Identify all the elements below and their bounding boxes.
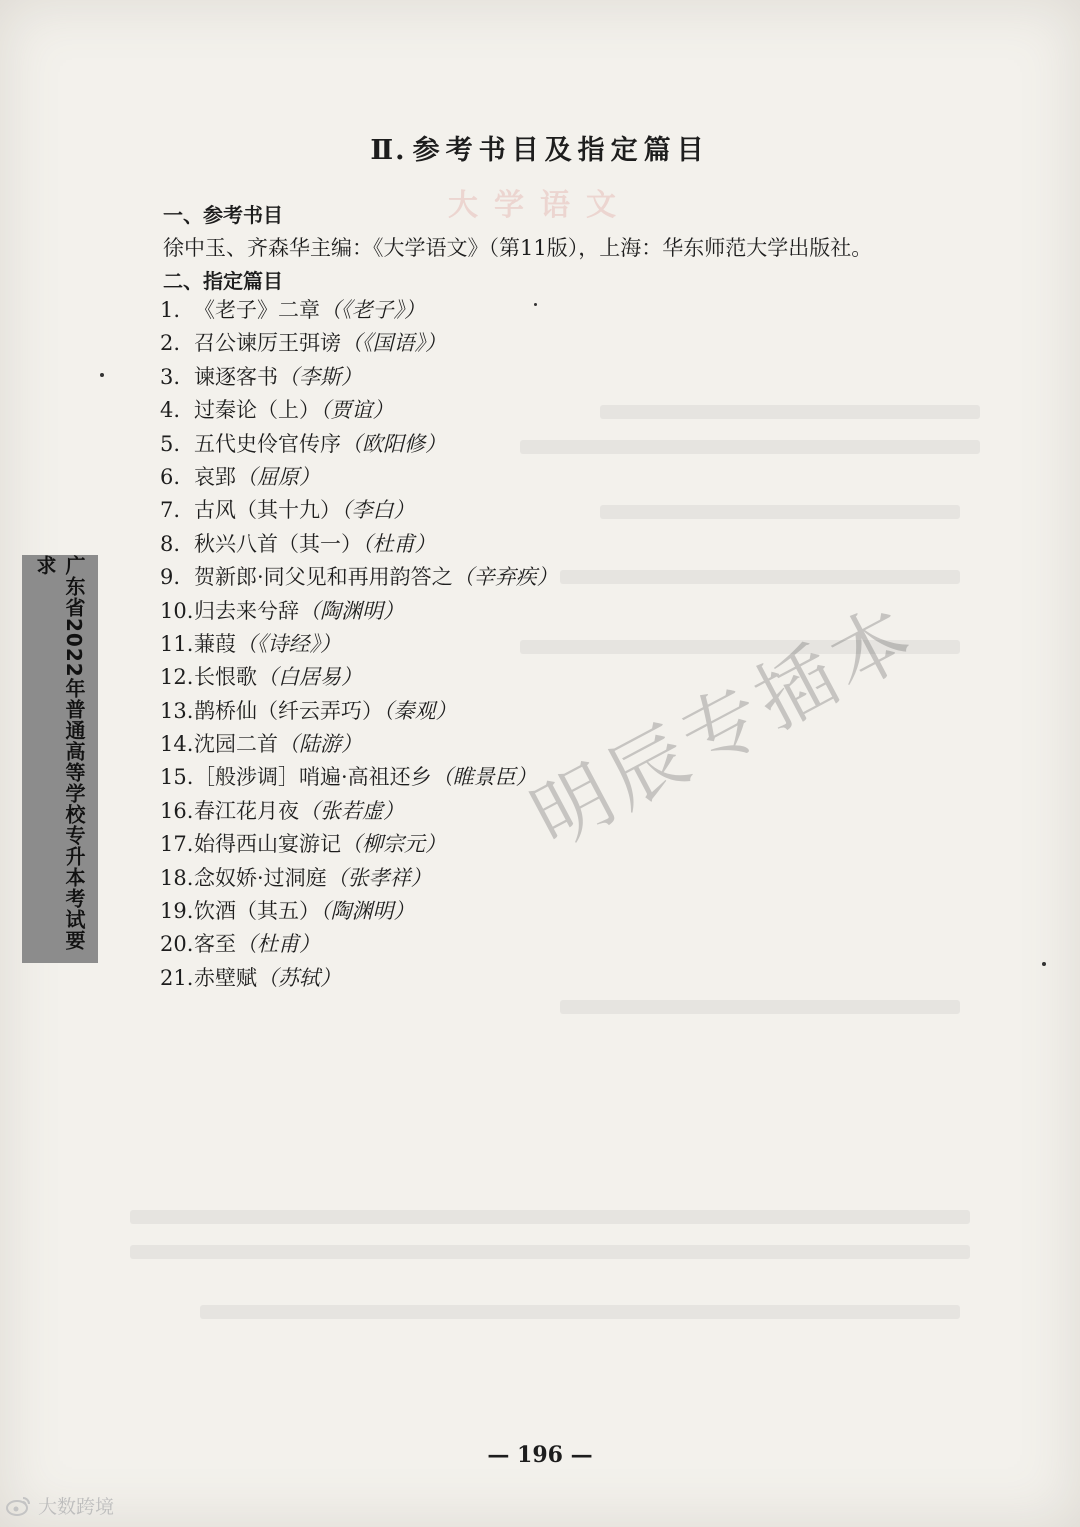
list-item: 1. 《老子》二章（《老子》）	[160, 298, 425, 322]
page-title-numeral: Ⅱ.	[370, 135, 407, 166]
footer-logo	[6, 1492, 114, 1519]
bleed-through-text	[200, 1305, 960, 1319]
list-item: 4. 过秦论（上）（贾谊）	[160, 398, 394, 423]
list-item: 8. 秋兴八首（其一）（杜甫）	[160, 531, 436, 556]
list-item: 14.沈园二首（陆游）	[160, 732, 362, 757]
designated-heading: 二、指定篇目	[163, 269, 283, 293]
list-item: 16.春江花月夜（张若虚）	[160, 798, 404, 823]
designated-list	[160, 294, 558, 995]
list-item: 11.蒹葭（《诗经》）	[160, 631, 341, 656]
reference-book: 徐中玉、齐森华主编：《大学语文》（第11版），上海：华东师范大学出版社。	[163, 236, 873, 260]
page-number: — 196 —	[487, 1442, 593, 1468]
bleed-through-text	[600, 405, 980, 419]
bleed-through-text	[560, 570, 960, 584]
list-item: 12.长恨歌（白居易）	[160, 665, 362, 690]
footer-logo-text: 大数跨境	[38, 1496, 115, 1518]
list-item: 13.鹊桥仙（纤云弄巧）（秦观）	[160, 698, 457, 723]
page-title	[0, 128, 1080, 167]
side-tab	[22, 555, 98, 963]
list-item: 5. 五代史伶官传序（欧阳修）	[160, 431, 446, 456]
page-title-text: 参考书目及指定篇目	[412, 135, 710, 166]
watermark: 明辰专插本	[518, 588, 932, 866]
list-item: 18.念奴娇·过洞庭（张孝祥）	[160, 865, 432, 890]
list-item: 2. 召公谏厉王弭谤（《国语》）	[160, 331, 446, 356]
list-item: 17.始得西山宴游记（柳宗元）	[160, 832, 446, 857]
list-item: 15.［般涉调］哨遍·高祖还乡（睢景臣）	[160, 765, 537, 790]
bleed-through-text	[520, 440, 980, 454]
list-item: 7. 古风（其十九）（李白）	[160, 498, 415, 523]
list-item: 21.赤壁赋（苏轼）	[160, 965, 341, 990]
speck	[100, 373, 104, 377]
side-tab-label: 广东省2022年普通高等学校专升本考试要求	[33, 555, 86, 951]
list-item: 3. 谏逐客书（李斯）	[160, 364, 362, 389]
bleed-through-text	[130, 1210, 970, 1224]
list-item: 20.客至（杜甫）	[160, 932, 320, 957]
list-item: 9. 贺新郎·同父见和再用韵答之（辛弃疾）	[160, 565, 558, 590]
bleed-through-text	[130, 1245, 970, 1259]
list-item: 19.饮酒（其五）（陶渊明）	[160, 899, 415, 924]
list-item: 10.归去来兮辞（陶渊明）	[160, 598, 404, 623]
speck	[534, 303, 537, 306]
bleed-through-heading: 大学语文	[448, 188, 632, 223]
bleed-through-text	[560, 1000, 960, 1014]
reference-heading: 一、参考书目	[163, 203, 283, 227]
bleed-through-text	[600, 505, 960, 519]
speck	[1042, 962, 1046, 966]
weibo-icon	[6, 1495, 32, 1517]
list-item: 6. 哀郢（屈原）	[160, 464, 320, 489]
